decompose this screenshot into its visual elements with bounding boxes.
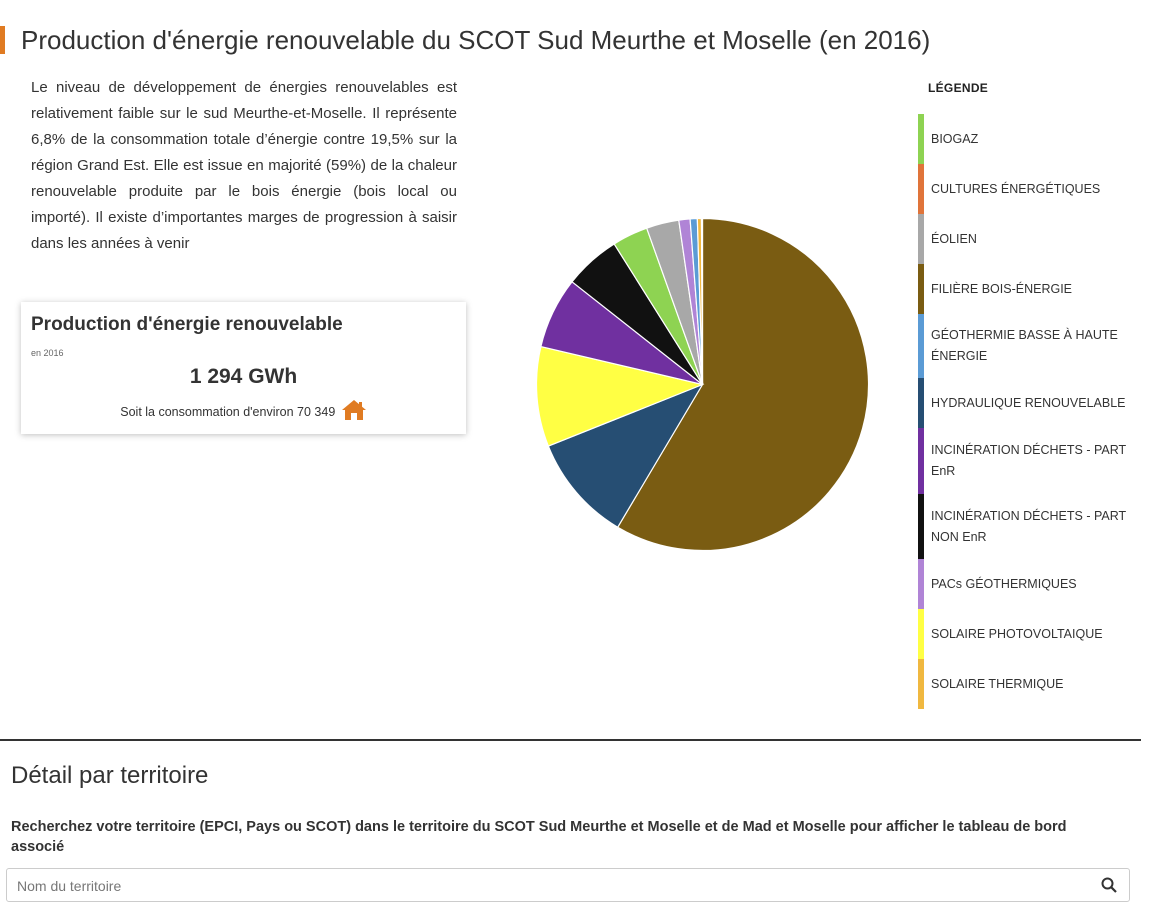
legend-label: SOLAIRE PHOTOVOLTAIQUE (931, 626, 1103, 641)
title-accent-bar (0, 26, 5, 54)
legend-label: PACs GÉOTHERMIQUES (931, 576, 1077, 591)
legend-item-biogaz (918, 114, 1148, 164)
card-title: Production d'énergie renouvelable (31, 314, 343, 335)
legend-item-hydraulique (918, 378, 1148, 428)
house-icon (341, 399, 367, 421)
legend-item-bois (918, 264, 1148, 314)
legend-item-photovoltaique (918, 609, 1148, 659)
legend-label: INCINÉRATION DÉCHETS - PART EnR (931, 443, 1126, 478)
card-subtitle: en 2016 (31, 348, 64, 358)
legend-item-eolien (918, 214, 1148, 264)
section-description: Recherchez votre territoire (EPCI, Pays ou SCOT) dans le territoire du SCOT Sud Meurthe et Moselle et de Mad et Moselle pour afficher le tableau de bord associé (11, 819, 1067, 855)
search-icon[interactable] (1101, 877, 1117, 893)
search-input[interactable] (17, 875, 1097, 897)
page-header (0, 22, 1157, 58)
intro-text: Le niveau de développement de énergies renouvelables est relativement faible sur le sud Meurthe-et-Moselle. Il représente 6,8% de la consommation totale d’énergie contre 19,5% sur la région Grand Est. Elle est issue en majorité (59%) de la chaleur renouvelable produite par le bois énergie (bois local ou importé). Il existe d’importantes marges de progression à saisir dans les années à venir (31, 79, 457, 252)
legend-label: HYDRAULIQUE RENOUVELABLE (931, 395, 1126, 410)
legend-item-geothermie (918, 314, 1148, 378)
card-note (21, 399, 466, 421)
legend-item-incineration-non-enr (918, 494, 1148, 559)
legend-item-pacs (918, 559, 1148, 609)
card-note-text: Soit la consommation d'environ 70 349 (120, 405, 336, 419)
legend-label: CULTURES ÉNERGÉTIQUES (931, 181, 1101, 196)
card-value: 1 294 GWh (189, 365, 298, 388)
legend-title: LÉGENDE (928, 81, 989, 95)
legend-item-incineration-enr (918, 428, 1148, 494)
section-divider (0, 739, 1141, 741)
territory-search[interactable] (6, 868, 1130, 902)
page-title: Production d'énergie renouvelable du SCOT Sud Meurthe et Moselle (en 2016) (21, 25, 931, 55)
legend-label: INCINÉRATION DÉCHETS - PART NON EnR (931, 508, 1126, 544)
legend-item-thermique (918, 659, 1148, 709)
production-card (21, 302, 466, 434)
legend-label: ÉOLIEN (931, 231, 977, 246)
legend-label: SOLAIRE THERMIQUE (931, 676, 1064, 691)
legend-label: GÉOTHERMIE BASSE À HAUTE ÉNERGIE (931, 328, 1118, 363)
legend-item-cultures (918, 164, 1148, 214)
section-title: Détail par territoire (11, 762, 209, 789)
pie-chart (530, 212, 875, 557)
legend-label: FILIÈRE BOIS-ÉNERGIE (931, 281, 1073, 296)
legend-label: BIOGAZ (931, 131, 979, 146)
